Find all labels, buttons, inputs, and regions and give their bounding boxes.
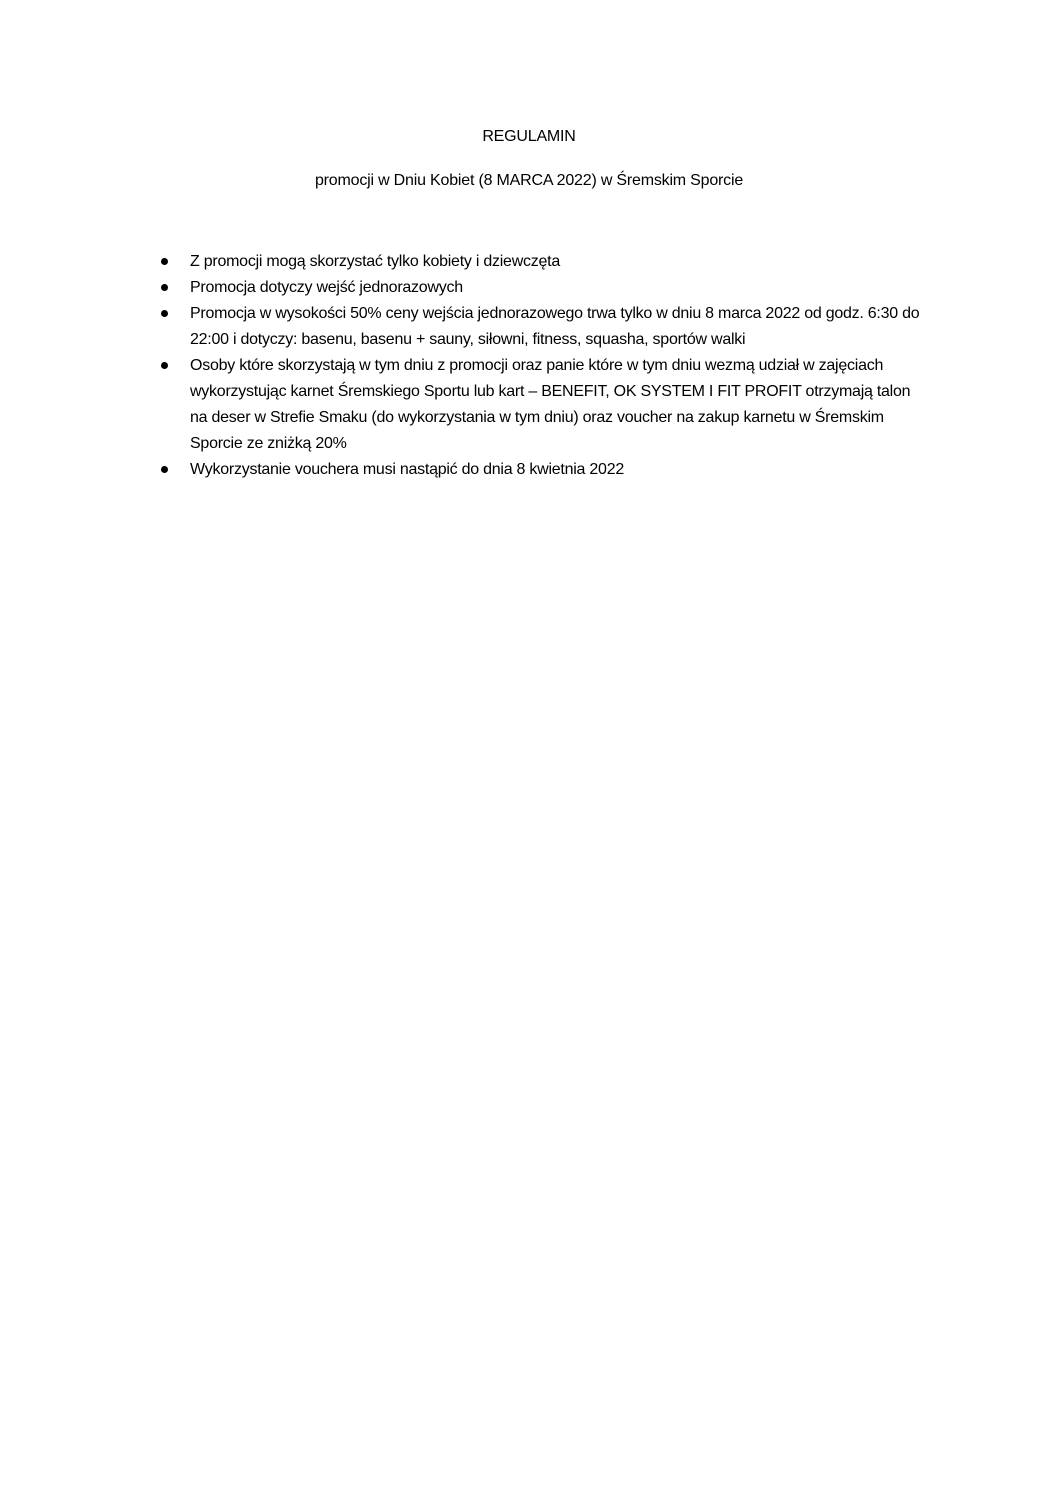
bullet-icon: [161, 310, 168, 317]
bullet-icon: [161, 258, 168, 265]
bullet-icon: [161, 362, 168, 369]
rule-text: Osoby które skorzystają w tym dniu z promocji oraz panie które w tym dniu wezmą udział w zajęciach wykorzystując karnet Śremskiego Sportu lub kart – BENEFIT, OK SYSTEM I FIT PROFIT otrzymają talon na deser w Strefie Smaku (do wykorzystania w tym dniu) oraz voucher na zakup karnetu w Śremskim Sporcie ze zniżką 20%: [190, 357, 911, 452]
rule-item: [190, 275, 930, 301]
document-subtitle: promocji w Dniu Kobiet (8 MARCA 2022) w Śremskim Sporcie: [314, 172, 744, 189]
rule-text: Promocja dotyczy wejść jednorazowych: [190, 279, 463, 296]
rule-text: Promocja w wysokości 50% ceny wejścia jednorazowego trwa tylko w dniu 8 marca 2022 od godz. 6:30 do 22:00 i dotyczy: basenu, basenu + sauny, siłowni, fitness, squasha, sportów walki: [190, 305, 920, 348]
bullet-icon: [161, 466, 168, 473]
rule-item: [190, 353, 930, 457]
rule-text: Wykorzystanie vouchera musi nastąpić do dnia 8 kwietnia 2022: [190, 461, 624, 478]
rule-item: [190, 301, 930, 353]
rules-list: [190, 249, 930, 483]
rule-text: Z promocji mogą skorzystać tylko kobiety i dziewczęta: [190, 253, 560, 270]
rule-item: [190, 457, 930, 483]
bullet-icon: [161, 284, 168, 291]
rule-item: [190, 249, 930, 275]
document-title: REGULAMIN: [482, 128, 576, 145]
